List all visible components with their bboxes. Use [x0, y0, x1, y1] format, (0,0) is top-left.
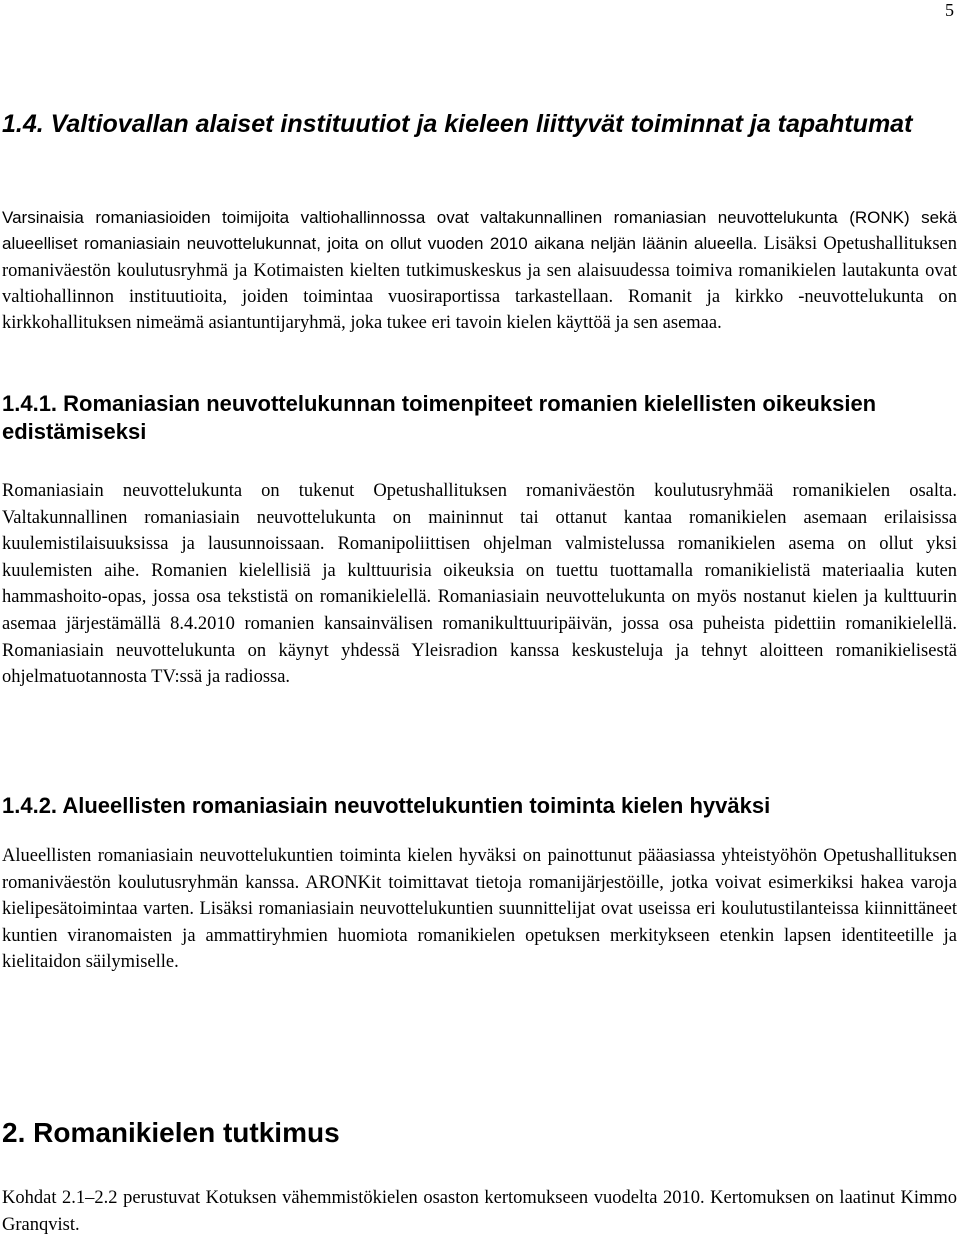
section-heading-1-4-2: 1.4.2. Alueellisten romaniasiain neuvottelukuntien toiminta kielen hyväksi	[2, 793, 771, 818]
section-heading-1-4: 1.4. Valtiovallan alaiset instituutiot ja kieleen liittyvät toiminnat ja tapahtumat	[2, 110, 913, 138]
paragraph-1-4-sans-part: Varsinaisia romaniasioiden toimijoita valtiohallinnossa ovat valtakunnallinen romaniasian neuvottelukunta (RONK) sekä alueelliset romaniasiain neuvottelukunnat, joita on ollut vuoden 2010 aikana neljän läänin alueella.	[2, 208, 957, 254]
paragraph-1-4-serif-part: Lisäksi Opetushallituksen romaniväestön koulutusryhmä ja Kotimaisten kielten tutkimuskeskus ja sen alaisuudessa toimiva romanikielen lautakunta ovat valtiohallinnon instituutioita, joiden toimintaa vuosiraportissa tarkastellaan. Romanit ja kirkko -neuvottelukunta on kirkkohallituksen nimeämä asiantuntijaryhmä, joka tukee eri tavoin kielen käyttöä ja sen asemaa.	[2, 234, 957, 334]
paragraph-1-4-2: Alueellisten romaniasiain neuvottelukuntien toiminta kielen hyväksi on painottunut pääasiassa yhteistyöhön Opetushallituksen romaniväestön koulutusryhmän kanssa. ARONKit toimittavat tietoja romanijärjestöille, jotka voivat esimerkiksi hakea varoja kielipesätoimintaa varten. Lisäksi romaniasiain neuvottelukuntien suunnittelijat ovat useissa eri koulutustilanteissa kiinnittäneet kuntien viranomaisten ja ammattiryhmien huomiota romanikielen opetuksen merkitykseen etenkin lapsen identiteetille ja kielitaidon säilymiselle.	[2, 846, 957, 973]
section-1-4-1-body	[2, 478, 957, 691]
section-heading-1-4-1: 1.4.1. Romaniasian neuvottelukunnan toimenpiteet romanien kielellisten oikeuksien edistämiseksi	[2, 391, 877, 444]
section-1-4-1	[2, 390, 957, 446]
page-number: 5	[945, 0, 954, 20]
paragraph-1-4	[2, 205, 957, 336]
section-2	[2, 1116, 957, 1150]
section-1-4	[2, 108, 957, 140]
section-1-4-body	[2, 205, 957, 336]
section-1-4-2-body	[2, 843, 957, 976]
section-1-4-2	[2, 792, 957, 820]
paragraph-2: Kohdat 2.1–2.2 perustuvat Kotuksen vähemmistökielen osaston kertomukseen vuodelta 2010. Kertomuksen on laatinut Kimmo Granqvist.	[2, 1188, 957, 1235]
section-heading-2: 2. Romanikielen tutkimus	[2, 1117, 340, 1148]
paragraph-1-4-1: Romaniasiain neuvottelukunta on tukenut Opetushallituksen romaniväestön koulutusryhmää romanikielen osalta. Valtakunnallinen romaniasiain neuvottelukunta on maininnut tai ottanut kantaa romanikielen asemaan erilaisissa kuulemistilaisuuksissa ja lausunnoissaan. Romanipoliittisen ohjelman valmistelussa romanikielen asema on ollut yksi kuulemisten aihe. Romanien kielellisiä ja kulttuurisia oikeuksia on tuettu tuottamalla romanikielistä materiaalia kuten hammashoito-opas, jossa osa tekstistä on romanikielellä. Romaniasiain neuvottelukunta on myös nostanut kielen ja kulttuurin asemaa järjestämällä 8.4.2010 romanien kansainvälisen romanikulttuuripäivän, jossa osa puheista pidettiin romanikielellä. Romaniasiain neuvottelukunta on käynyt yhdessä Yleisradion kanssa keskusteluja ja tehnyt aloitteen romanikielisestä ohjelmatuotannosta TV:ssä ja radiossa.	[2, 481, 957, 688]
section-2-body	[2, 1185, 957, 1238]
